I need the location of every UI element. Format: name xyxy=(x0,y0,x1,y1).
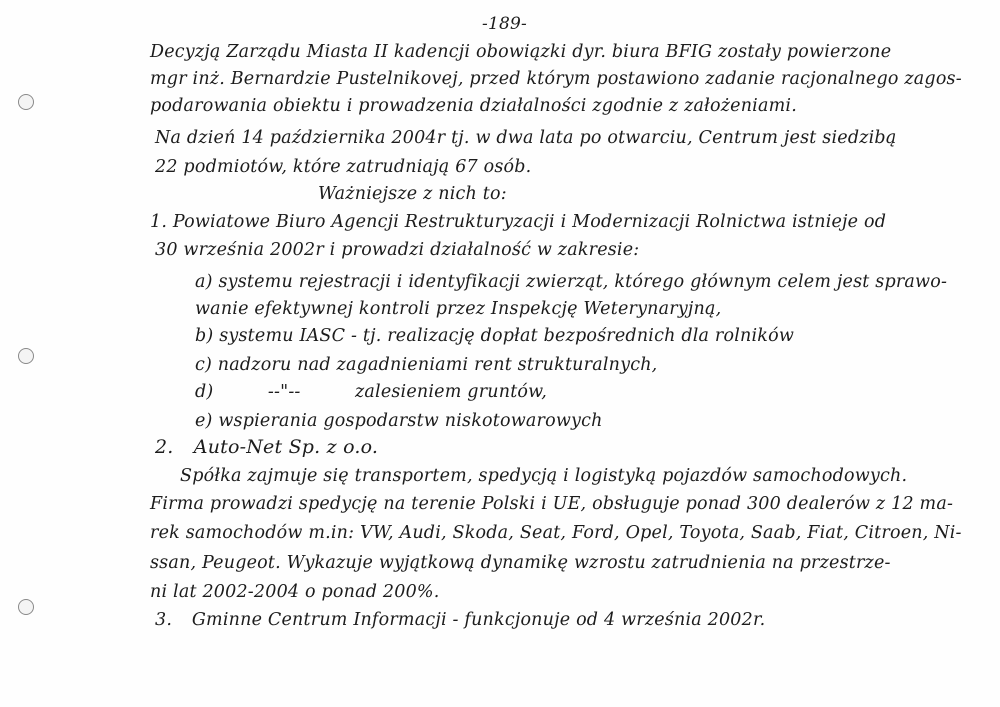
intro-line: Na dzień 14 października 2004r tj. w dwa lata po otwarciu, Centrum jest siedzibą xyxy=(155,128,897,148)
sub-item-letter: e) xyxy=(195,411,213,431)
intro-line: mgr inż. Bernardzie Pustelnikovej, przed którym postawiono zadanie racjonalnego zagos- xyxy=(150,69,962,89)
item-text: ssan, Peugeot. Wykazuje wyjątkową dynamikę wzrostu zatrudnienia na przestrze- xyxy=(150,553,891,573)
sub-item-text: wanie efektywnej kontroli przez Inspekcję Weterynaryjną, xyxy=(195,299,722,319)
item-text: ni lat 2002-2004 o ponad 200%. xyxy=(150,582,440,602)
intro-line: podarowania obiektu i prowadzenia działalności zgodnie z założeniami. xyxy=(150,96,797,116)
item-number: 3. xyxy=(155,610,173,630)
sub-item-text: zalesieniem gruntów, xyxy=(354,382,548,402)
sub-item-letter: b) xyxy=(195,326,214,346)
punch-hole-icon xyxy=(18,348,34,364)
list-item-3 xyxy=(155,610,765,630)
punch-hole-icon xyxy=(18,599,34,615)
item-text: Gminne Centrum Informacji - funkcjonuje od 4 września 2002r. xyxy=(191,610,766,630)
item-number: 1. xyxy=(150,212,168,232)
item-text: Spółka zajmuje się transportem, spedycją i logistyką pojazdów samochodowych. xyxy=(180,466,908,486)
sub-item-letter: d) xyxy=(195,382,214,402)
section-heading: Ważniejsze z nich to: xyxy=(318,184,507,204)
page-number: -189- xyxy=(482,14,527,34)
item-text: rek samochodów m.in: VW, Audi, Skoda, Seat, Ford, Opel, Toyota, Saab, Fiat, Citroen, Ni- xyxy=(150,523,962,543)
item-text: 30 września 2002r i prowadzi działalność w zakresie: xyxy=(155,240,640,260)
sub-item-letter: c) xyxy=(195,355,213,375)
list-item-1 xyxy=(150,212,886,232)
sub-item-e xyxy=(195,411,603,431)
sub-item-text: wspierania gospodarstw niskotowarowych xyxy=(218,411,603,431)
item-number: 2. xyxy=(155,436,174,458)
list-item-2 xyxy=(155,436,378,458)
sub-item-letter: a) xyxy=(195,272,213,292)
intro-line: 22 podmiotów, które zatrudniają 67 osób. xyxy=(155,157,532,177)
punch-hole-icon xyxy=(18,94,34,110)
item-text: Powiatowe Biuro Agencji Restrukturyzacji i Modernizacji Rolnictwa istnieje od xyxy=(172,212,887,232)
item-text: Firma prowadzi spedycję na terenie Polski i UE, obsługuje ponad 300 dealerów z 12 ma- xyxy=(150,494,954,514)
sub-item-d xyxy=(195,382,547,402)
sub-item-a xyxy=(195,272,947,292)
sub-item-c xyxy=(195,355,657,375)
sub-item-b xyxy=(195,326,794,346)
sub-item-text: nadzoru nad zagadnieniami rent strukturalnych, xyxy=(217,355,658,375)
ditto-mark: --"-- xyxy=(267,382,301,402)
sub-item-text: systemu IASC - tj. realizację dopłat bezpośrednich dla rolników xyxy=(219,326,795,346)
intro-line: Decyzją Zarządu Miasta II kadencji obowiązki dyr. biura BFIG zostały powierzone xyxy=(150,42,892,62)
company-name: Auto-Net Sp. z o.o. xyxy=(193,436,379,458)
sub-item-text: systemu rejestracji i identyfikacji zwierząt, którego głównym celem jest sprawo- xyxy=(218,272,948,292)
